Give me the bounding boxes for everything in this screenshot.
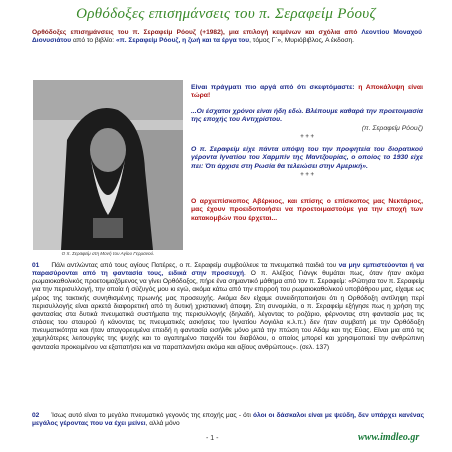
separator-2: + + + xyxy=(300,172,314,179)
quote1-line1: Είναι πράγματι πιο αργά από ότι σκεφτόμαστε: xyxy=(191,84,359,91)
intro-book: «π. Σεραφείμ Ρόουζ, η ζωή και τα έργα του xyxy=(115,37,250,45)
intro-author: Λεοντίου Μοναχού Διονυσιάτου xyxy=(32,29,422,45)
quote3-text: Ο π. Σεραφείμ είχε πάντα υπόψη του την προφητεία του διορατικού γέροντα Ιγνατίου του Χαρμπίν της Μαντζουρίας, ο οποίος το 1930 είχε πει: Ότι άρχισε στη Ρωσία θα τελειώσει στην Αμερική». xyxy=(191,146,423,170)
quote2-text: ...Οι έσχατοι χρόνοι είναι ήδη εδώ. Βλέπουμε καθαρά την προετοιμασία της εποχής του Αντιχρίστου. xyxy=(191,108,423,124)
separator-1: + + + xyxy=(300,134,314,141)
para2-text-2: , αλλά μόνο xyxy=(145,420,180,428)
para1-text-1: Πάλι αντλώντας από τους αγίους Πατέρες, ο π. Σεραφείμ συμβούλευε τα πνευματικά παιδιά του xyxy=(51,262,339,269)
paragraph-02 xyxy=(32,412,424,428)
para1-text-2: . Ο π. Αλέξιος Γιάνγκ θυμάται πως, όταν ήταν ακόμα ρωμαιοκαθολικός προετοιμαζόμενος να γίνει Ορθόδοξος, πήρε ένα σημαντικό μάθημα από τον π. Σεραφείμ: «Ρώτησα τον π. Σεραφείμ για την περισυλλογή, την οποία ή σύζυγός μου κι εγώ, ακόμα κάτω από την επιρροή του ρωμαιοκαθολικού υποβάθρου μας, είχαμε ως μέρος της τακτικής συνηθισμένης πρωινής μας προσευχής. Ακόμα δεν είχαμε συνειδητοποιήσει ότι η Ορθόδοξη αντίληψη περί περισυλλογής είναι αρκετά διαφορετική από τη δυτική χριστιανική άποψη. Στη συνομιλία, ο π. Σεραφείμ εξήγησε πως η χρήση της φαντασίας στα δυτικά πνευματικά συστήματα της περισυλλογής (δηλαδή, λέγοντας το ροζάριο, φέρνοντας στη φαντασία μας τις στάσεις του σταυρού ή κάνοντας τις πνευματικές ασκήσεις του Ιγνατίου Λογιόλα κ.λ.π.) δεν ήταν συμβατή με την Ορθόδοξη πνευματικότητα και ήταν απαγορευμένα επειδή η φαντασία εισήλθε μόνο μετά την πτώση του Αδάμ και της Εύας. Είναι μια από τις χαμηλότερες λειτουργίες της ψυχής και το αγαπημένο παιχνίδι του διαβόλου, ο οποίος μπορεί και χρησιμοποιεί την ανθρώπινη φαντασία προκειμένου να εξαπατήσει και να παραπλανήσει ακόμα και αξίους ανθρώπους». (σελ. 137) xyxy=(32,270,424,351)
paragraph-number: 01 xyxy=(32,262,40,269)
para2-text-1: Ίσως αυτό είναι το μεγάλο πνευματικό γεγονός της εποχής μας - ότι xyxy=(51,412,253,419)
quote-apocalypse xyxy=(191,84,423,101)
quote2-attribution: (π. Σεραφείμ Ρόουζ) xyxy=(361,124,423,132)
intro-text-1: Ορθόδοξες επισημάνσεις του π. Σεραφείμ Ρόουζ (+1982), μια επιλογή κειμένων και σχόλια από xyxy=(32,29,362,36)
page-title: Ορθόδοξες επισημάνσεις του π. Σεραφείμ Ρόουζ xyxy=(76,6,376,22)
page-number: - 1 - xyxy=(206,435,219,442)
website-link[interactable]: www.imdleo.gr xyxy=(358,432,420,443)
intro-text-2: από το βιβλίο: xyxy=(71,37,116,45)
quote1-line2: η Αποκάλυψη είναι τώρα! xyxy=(191,84,423,100)
paragraph-number: 02 xyxy=(32,412,40,419)
para2-bold-1: όλοι οι δάσκαλοι είναι με ψεύδη, δεν υπάρχει κανένας μεγάλος γέροντας που να έχει μείνει xyxy=(32,412,424,428)
monk-photo xyxy=(33,80,183,250)
photo-caption: Ο π. Σεραφείμ στη Μονή του Αγίου Γερμανού. xyxy=(61,251,155,256)
intro-paragraph xyxy=(32,29,422,45)
quote-prophecy xyxy=(191,146,423,179)
para1-bold-1: να μην εμπιστεύονται ή να παρασύρονται από τη φαντασία τους, ειδικά στην προσευχή xyxy=(32,262,424,278)
intro-text-3: , τόμος Γ΄», Μυριόβιβλος, Α έκδοση. xyxy=(249,37,354,45)
quote-last-times xyxy=(191,108,423,141)
quote-catacombs: Ο αρχιεπίσκοπος Αβέρκιος, και επίσης ο επίσκοπος μας Νεκτάριος, μας έχουν προειδοποιήσει να προετοιμαστούμε για την εποχή των κατακομβών που έρχεται... xyxy=(191,198,423,222)
paragraph-01 xyxy=(32,262,424,352)
